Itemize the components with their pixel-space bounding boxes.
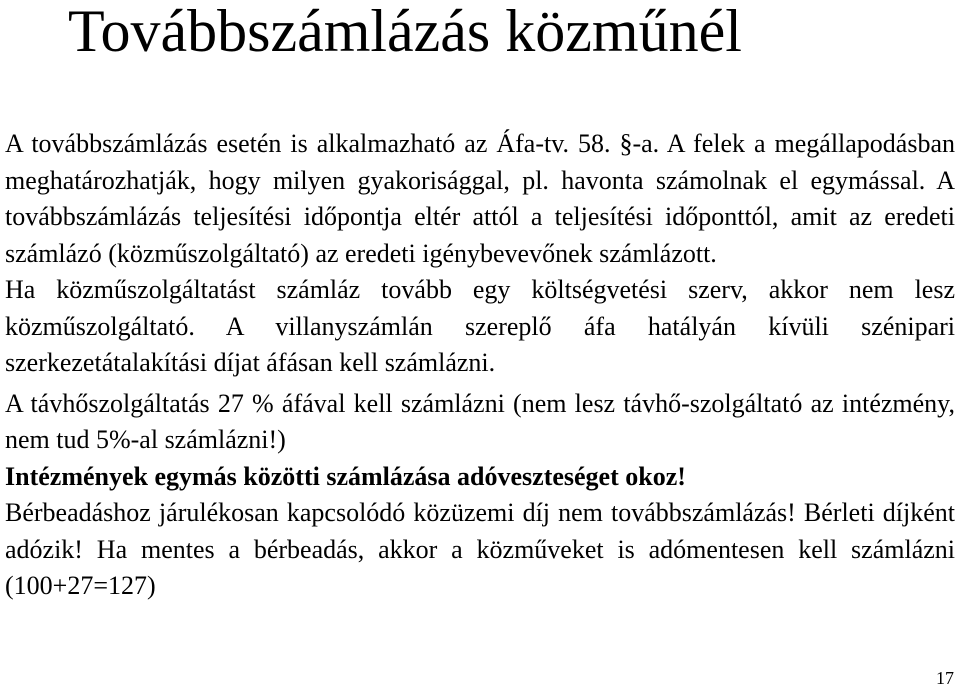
paragraph-rental-utilities: Bérbeadáshoz járulékosan kapcsolódó közüzemi díj nem továbbszámlázás! Bérleti díjként adózik! Ha mentes a bérbeadás, akkor a közműveket is adómentesen kell számlázni (100+27=127) [5,498,955,600]
paragraph-tax-loss-warning: Intézmények egymás közötti számlázása adóveszteséget okoz! [5,461,686,491]
slide-body [5,126,955,605]
page-number: 17 [936,668,954,688]
slide-title: Továbbszámlázás közműnél [68,0,742,64]
paragraph-district-heating: A távhőszolgáltatás 27 % áfával kell számlázni (nem lesz távhő-szolgáltató az intézmény, nem tud 5%-al számlázni!) [5,388,955,454]
paragraph-budget-organ: Ha közműszolgáltatást számláz tovább egy költségvetési szerv, akkor nem lesz közműszolgáltató. A villanyszámlán szereplő áfa hatályán kívüli szénipari szerkezetátalakítási díjat áfásan kell számlázni. [5,275,955,377]
paragraph-invoicing-rules: A továbbszámlázás esetén is alkalmazható az Áfa-tv. 58. §-a. A felek a megállapodásban meghatározhatják, hogy milyen gyakorisággal, pl. havonta számolnak el egymással. A továbbszámlázás teljesítési időpontja eltér attól a teljesítési időponttól, amit az eredeti számlázó (közműszolgáltató) az eredeti igénybevevőnek számlázott. [5,129,955,268]
